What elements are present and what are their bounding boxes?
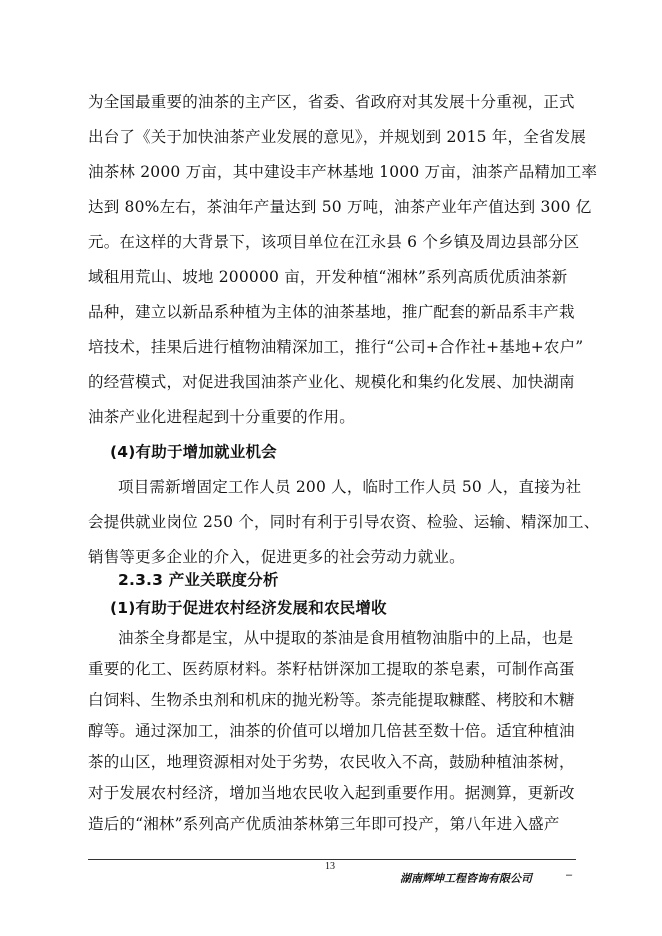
paragraph-line: 品种，建立以新品系种植为主体的油茶基地，推广配套的新品系丰产栽	[88, 303, 575, 321]
paragraph-line: 的经营模式，对促进我国油茶产业化、规模化和集约化发展、加快湖南	[88, 373, 575, 391]
paragraph-line: 造后的“湘林”系列高产优质油茶林第三年即可投产，第八年进入盛产	[88, 815, 560, 833]
footer-divider	[88, 859, 576, 860]
paragraph-line: 油茶林 2000 万亩，其中建设丰产林基地 1000 万亩，油茶产品精加工率	[88, 163, 598, 181]
section-heading: 2.3.3 产业关联度分析	[118, 571, 279, 589]
paragraph-line: 白饲料、生物杀虫剂和机床的抛光粉等。茶壳能提取糠醛、栲胶和木糖	[88, 691, 575, 709]
subsection-heading: (1)有助于促进农村经济发展和农民增收	[110, 599, 387, 617]
paragraph-line: 会提供就业岗位 250 个，同时有利于引导农资、检验、运输、精深加工、	[88, 513, 600, 531]
page-number: 13	[325, 861, 335, 872]
footer-company-name: 湖南辉坤工程咨询有限公司	[400, 872, 532, 885]
paragraph-line: 出台了《关于加快油茶产业发展的意见》，并规划到 2015 年，全省发展	[88, 128, 587, 146]
paragraph-line: 对于发展农村经济，增加当地农民收入起到重要作用。据测算，更新改	[88, 784, 575, 802]
paragraph-line: 茶的山区，地理资源相对处于劣势，农民收入不高，鼓励种植油茶树，	[88, 753, 575, 771]
paragraph-line: 达到 80%左右，茶油年产量达到 50 万吨，油茶产业年产值达到 300 亿	[88, 198, 592, 216]
paragraph-line: 元。在这样的大背景下，该项目单位在江永县 6 个乡镇及周边县部分区	[88, 233, 580, 251]
paragraph-line: 销售等更多企业的介入，促进更多的社会劳动力就业。	[88, 548, 465, 566]
footer-dash: –	[566, 869, 573, 881]
paragraph-line: 项目需新增固定工作人员 200 人，临时工作人员 50 人，直接为社	[118, 478, 582, 496]
subsection-heading: (4)有助于增加就业机会	[110, 443, 277, 461]
body-text	[88, 0, 600, 860]
paragraph-line: 为全国最重要的油茶的主产区，省委、省政府对其发展十分重视，正式	[88, 93, 575, 111]
paragraph-line: 域租用荒山、坡地 200000 亩，开发种植“湘林”系列高质优质油茶新	[88, 268, 568, 286]
paragraph-line: 醇等。通过深加工，油茶的价值可以增加几倍甚至数十倍。适宜种植油	[88, 722, 575, 740]
paragraph-line: 油茶全身都是宝，从中提取的茶油是食用植物油脂中的上品，也是	[118, 629, 574, 647]
paragraph-line: 培技术，挂果后进行植物油精深加工，推行“公司+合作社+基地+农户”	[88, 338, 584, 356]
paragraph-line: 重要的化工、医药原材料。茶籽枯饼深加工提取的茶皂素，可制作高蛋	[88, 660, 575, 678]
paragraph-line: 油茶产业化进程起到十分重要的作用。	[88, 408, 355, 426]
